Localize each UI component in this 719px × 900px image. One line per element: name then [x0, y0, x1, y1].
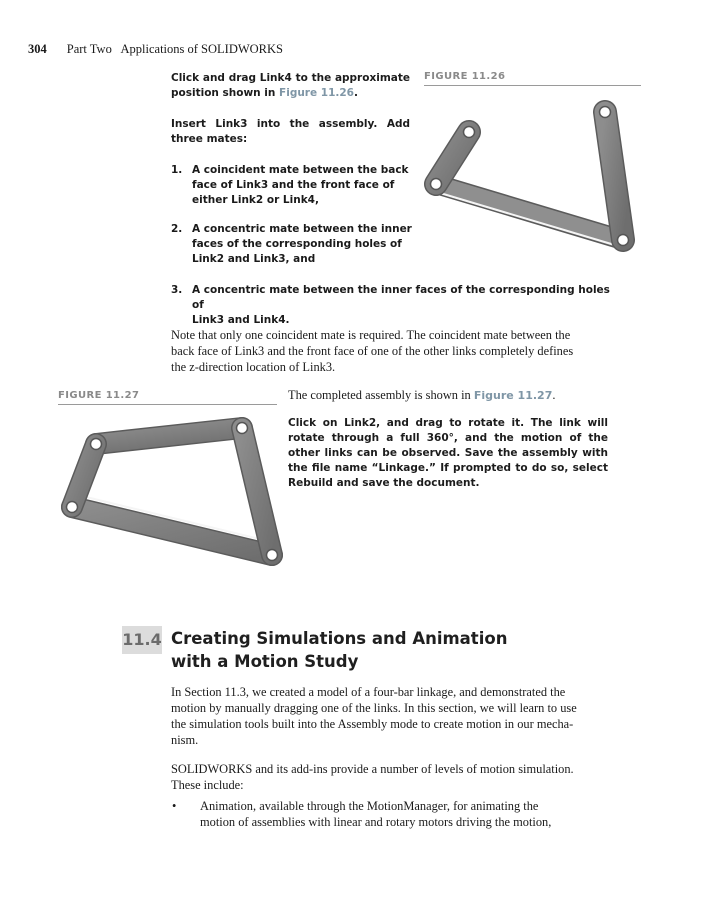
figure-ref-11-27[interactable]: Figure 11.27: [473, 389, 553, 402]
instruction-insert-link3: Insert Link3 into the assembly. Add three mates:: [171, 118, 410, 145]
fig27-link3: [72, 495, 272, 555]
section-paragraph-2: SOLIDWORKS and its add-ins provide a number of levels of motion simulation. These include:: [171, 762, 574, 792]
figure-11-27-caption: FIGURE 11.27: [58, 390, 277, 405]
instruction-rotate-link2: Click on Link2, and drag to rotate it. The link will rotate through a full 360°, and the motion of the other links can be observed. Save the assembly with the file name “Linkage.” If prompted to do so, select Rebuild and save the document.: [288, 417, 608, 489]
completed-assembly-line: The completed assembly is shown in Figure 11.27.: [288, 388, 556, 402]
page-number: 304: [28, 42, 47, 56]
instruction-drag-link4: Click and drag Link4 to the approximate position shown in Figure 11.26.: [171, 72, 410, 99]
fig26-link4: [605, 112, 623, 240]
section-paragraph-1: In Section 11.3, we created a model of a four-bar linkage, and demonstrated the motion by manually dragging one of the links. In this section, we will learn to use the simulation tools built into the Assembly mode to create motion in our mecha- nism.: [171, 685, 577, 747]
note-paragraph: Note that only one coincident mate is required. The coincident mate between the back face of Link3 and the front face of one of the other links completely defines the z-direction location of Link3.: [171, 328, 574, 374]
figure-ref-11-26[interactable]: Figure 11.26: [279, 87, 354, 99]
fig27-link-top: [96, 428, 242, 444]
section-title: Creating Simulations and Animation with a Motion Study: [171, 629, 508, 671]
running-header: [28, 42, 283, 57]
figure-11-26-caption: FIGURE 11.26: [424, 71, 641, 86]
bullet-dot: •: [172, 799, 177, 813]
figure-11-27-linkage: [50, 407, 286, 579]
fig26-link2: [436, 132, 469, 184]
mate-item-2: 2. A concentric mate between the inner faces of the corresponding holes of Link2 and Link3, and: [171, 223, 412, 265]
section-number-badge: 11.4: [122, 626, 162, 654]
fig26-link3: [436, 184, 623, 246]
running-title: Part Two Applications of SOLIDWORKS: [66, 42, 283, 56]
bullet-item: • Animation, available through the MotionManager, for animating the motion of assemblies with linear and rotary motors driving the motion,: [172, 799, 552, 829]
mate-item-1: 1. A coincident mate between the back face of Link3 and the front face of either Link2 or Link4,: [171, 164, 409, 206]
figure-11-26-linkage: [418, 92, 648, 264]
mate-item-3: 3. A concentric mate between the inner faces of the corresponding holes of Link3 and Link4.: [171, 284, 610, 326]
